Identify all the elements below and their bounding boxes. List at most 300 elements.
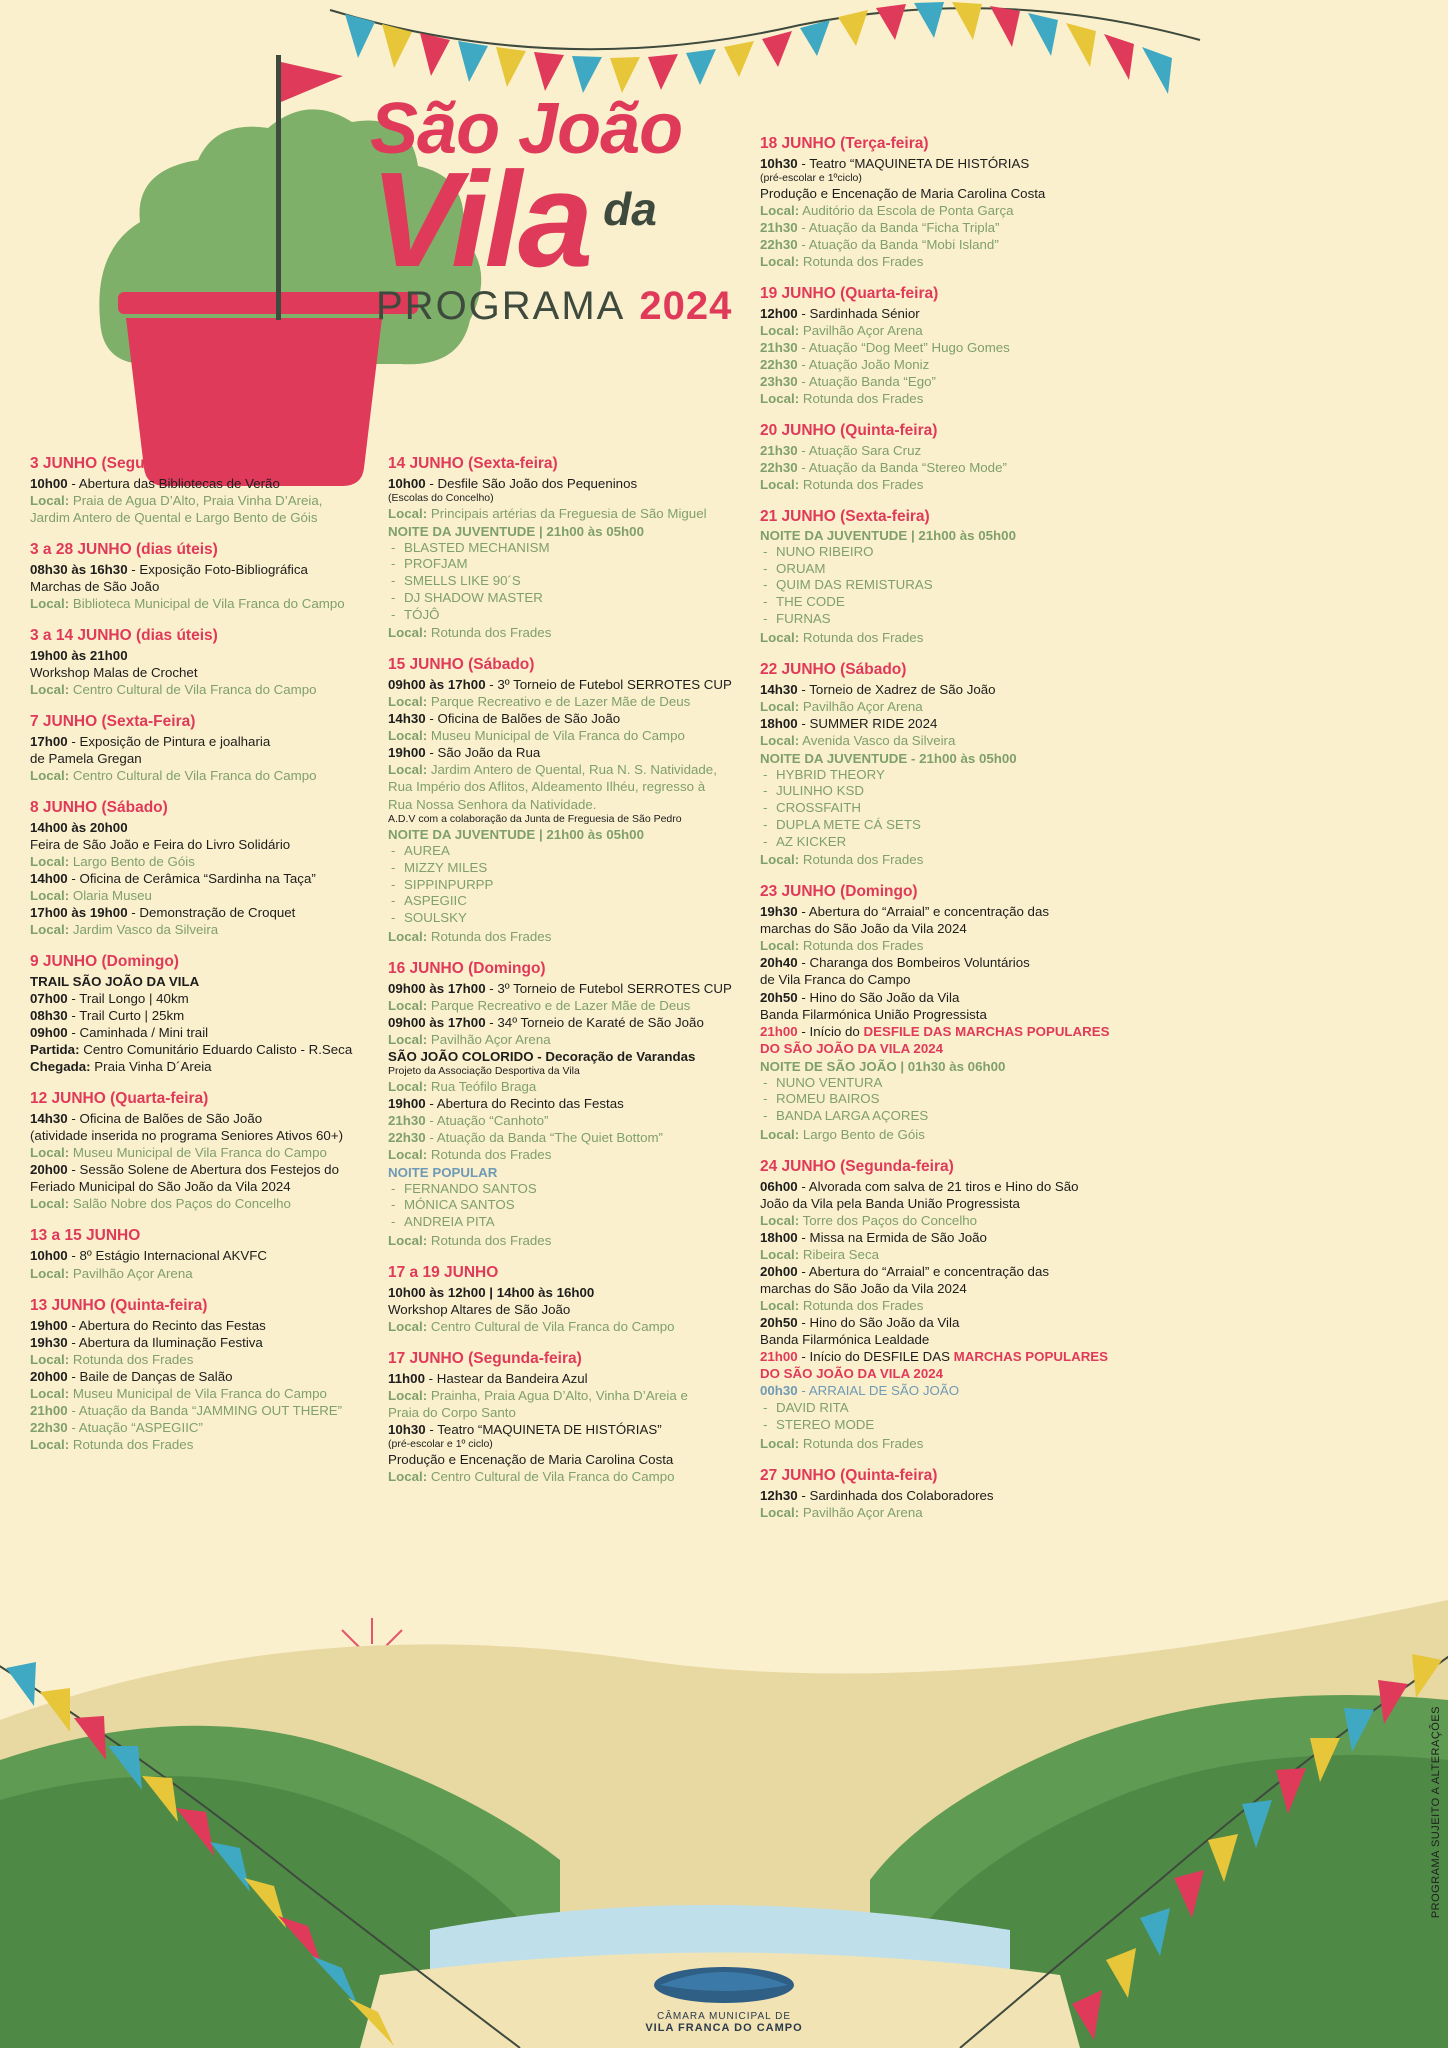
- location-text: Rotunda dos Frades: [799, 476, 924, 492]
- location-text: Rotunda dos Frades: [427, 625, 552, 641]
- entry-text: - Atuação da Banda “Stereo Mode”: [797, 459, 1007, 475]
- entry-location: [30, 767, 370, 784]
- entry-text: - Trail Curto | 25km: [67, 1008, 185, 1024]
- entry-text-line: de Vila Franca do Campo: [760, 972, 911, 988]
- location-text: Pavilhão Açor Arena: [799, 698, 923, 714]
- municipality-logo: [0, 2011, 1448, 2034]
- entry-text: - Demonstração de Croquet: [127, 905, 296, 921]
- entry-time: 20h50: [760, 989, 798, 1005]
- entry-date: 18 JUNHO (Terça-feira): [760, 135, 929, 152]
- program-entry: [388, 656, 738, 944]
- entry-line-highlight: [760, 1023, 1130, 1040]
- entry-night-header: NOITE DA JUVENTUDE | 21h00 às 05h00: [760, 527, 1016, 543]
- entry-text: - Início do: [797, 1023, 864, 1039]
- entry-location: [388, 727, 738, 744]
- entry-location: [30, 921, 370, 938]
- act-item: - CROSSFAITH: [760, 800, 1130, 817]
- entry-text: - 3º Torneio de Futebol SERROTES CUP: [485, 980, 732, 996]
- location-label: Local:: [760, 1504, 800, 1520]
- entry-line-highlight: [760, 1348, 1130, 1365]
- entry-line: [760, 1487, 1130, 1504]
- entry-text: - Atuação “Canhoto”: [425, 1112, 549, 1128]
- entry-time: 08h30 às 16h30: [30, 562, 128, 578]
- location-text: Museu Municipal de Vila Franca do Campo: [69, 1145, 327, 1161]
- location-text: Rotunda dos Frades: [799, 253, 924, 269]
- entry-line: [760, 236, 1130, 253]
- entry-date: 9 JUNHO (Domingo): [30, 953, 179, 971]
- act-item: - NUNO VENTURA: [760, 1075, 1130, 1092]
- entry-line: [30, 1007, 370, 1024]
- act-item: - NUNO RIBEIRO: [760, 544, 1130, 561]
- entry-text: - Teatro “MAQUINETA DE HISTÓRIAS: [797, 156, 1030, 171]
- entry-text: - Atuação João Moniz: [797, 356, 930, 372]
- location-text: Principais artérias da Freguesia de São Miguel: [427, 505, 707, 521]
- entry-text: - Oficina de Cerâmica “Sardinha na Taça”: [67, 871, 316, 887]
- entry-line: [388, 980, 738, 997]
- entry-text: - Sardinhada dos Colaboradores: [797, 1487, 994, 1503]
- entry-location: [760, 476, 1130, 493]
- location-text: Torre dos Paços do Concelho: [799, 1212, 978, 1228]
- act-item: - AZ KICKER: [760, 834, 1130, 851]
- entry-time: 21h30: [760, 219, 798, 235]
- location-label: Local:: [30, 1385, 70, 1401]
- entry-location: [388, 1468, 738, 1485]
- entry-text-line: de Pamela Gregan: [30, 751, 142, 767]
- entry-line: [30, 1024, 370, 1041]
- location-text: Centro Cultural de Vila Franca do Campo: [69, 768, 317, 784]
- entry-location: [760, 629, 1130, 646]
- entry-time: 12h30: [760, 1487, 798, 1503]
- entry-text-line: Marchas de São João: [30, 579, 160, 595]
- entry-text-line: Banda Filarmónica União Progressista: [760, 1006, 987, 1022]
- entry-location: [760, 1246, 1130, 1263]
- entry-text: - Oficina de Balões de São João: [425, 711, 621, 727]
- entry-line: [30, 990, 370, 1007]
- location-label: Local:: [760, 1246, 800, 1262]
- entry-line: [760, 903, 1130, 920]
- act-item: - SMELLS LIKE 90´S: [388, 573, 738, 590]
- location-label: Local:: [760, 1212, 800, 1228]
- program-entry: [30, 799, 370, 938]
- entry-time: 09h00 às 17h00: [388, 980, 486, 996]
- act-item: - AUREA: [388, 843, 738, 860]
- entry-line: [30, 870, 370, 887]
- entry-location: [760, 851, 1130, 868]
- location-text: Biblioteca Municipal de Vila Franca do Campo: [69, 596, 345, 612]
- entry-text: - Oficina de Balões de São João: [67, 1111, 263, 1127]
- entry-text: - Hino do São João da Vila: [797, 1314, 960, 1330]
- entry-time: 22h30: [30, 1419, 68, 1435]
- location-text: Pavilhão Açor Arena: [799, 1504, 923, 1520]
- entry-time: 23h30: [760, 373, 798, 389]
- location-label: Local:: [30, 888, 70, 904]
- entry-location: [760, 1126, 1130, 1143]
- entry-line: [760, 954, 1130, 971]
- entry-text: - Atuação da Banda “The Quiet Bottom”: [425, 1129, 663, 1145]
- entry-location: [760, 1212, 1130, 1229]
- location-label: Local:: [760, 732, 800, 748]
- location-label: Local:: [388, 1146, 428, 1162]
- program-entry: [30, 1090, 370, 1212]
- entry-text: - SUMMER RIDE 2024: [797, 715, 938, 731]
- entry-text: - Atuação Banda “Ego”: [797, 373, 936, 389]
- location-label: Local:: [388, 625, 428, 641]
- act-item: - PROFJAM: [388, 556, 738, 573]
- entry-note: Projeto da Associação Desportiva da Vila: [388, 1064, 580, 1077]
- act-item: - QUIM DAS REMISTURAS: [760, 577, 1130, 594]
- location-label: Local:: [388, 1031, 428, 1047]
- location-label: Local:: [760, 253, 800, 269]
- entry-location: [388, 1232, 738, 1249]
- location-label: Local:: [388, 694, 428, 710]
- entry-text: - Desfile São João dos Pequeninos: [425, 476, 638, 491]
- entry-location: [760, 1297, 1130, 1314]
- entry-act-list: [388, 1181, 738, 1231]
- entry-act-list: [760, 544, 1130, 628]
- entry-text: Praia Vinha D´Areia: [90, 1059, 212, 1075]
- act-item: - BLASTED MECHANISM: [388, 540, 738, 557]
- entry-line: [30, 819, 370, 836]
- location-label: Local:: [388, 1387, 428, 1403]
- logo-line-2: VILA FRANCA DO CAMPO: [645, 2022, 803, 2034]
- entry-location: [388, 1318, 738, 1335]
- entry-time: Chegada:: [30, 1059, 91, 1075]
- entry-line: [30, 1041, 370, 1058]
- location-text: Rua Teófilo Braga: [427, 1078, 537, 1094]
- program-column-2: [388, 455, 738, 1500]
- entry-time: 19h00 às 21h00: [30, 648, 128, 664]
- entry-time: 20h00: [760, 1263, 798, 1279]
- entry-location: [388, 624, 738, 641]
- act-item: - DUPLA METE CÁ SETS: [760, 817, 1130, 834]
- entry-night-header: NOITE DA JUVENTUDE - 21h00 às 05h00: [760, 750, 1017, 766]
- entry-line: [30, 1402, 370, 1419]
- entry-time: 21h30: [760, 339, 798, 355]
- program-entry: [388, 455, 738, 641]
- program-entry: [30, 627, 370, 698]
- entry-line: [760, 1314, 1130, 1331]
- entry-time: 18h00: [760, 715, 798, 731]
- location-text: Rotunda dos Frades: [799, 390, 924, 406]
- location-label: Local:: [388, 728, 428, 744]
- entry-date: 20 JUNHO (Quinta-feira): [760, 421, 938, 439]
- entry-time: 14h30: [388, 711, 426, 727]
- location-label: Local:: [388, 505, 428, 521]
- location-text: Auditório da Escola de Ponta Garça: [799, 202, 1014, 218]
- entry-line: [760, 1229, 1130, 1246]
- entry-time: 10h30: [388, 1421, 426, 1437]
- location-label: Local:: [760, 1435, 800, 1451]
- entry-text: - 8º Estágio Internacional AKVFC: [67, 1248, 267, 1264]
- act-item: - BANDA LARGA AÇORES: [760, 1108, 1130, 1125]
- entry-text-line: marchas do São João da Vila 2024: [760, 1280, 967, 1296]
- entry-line: [30, 904, 370, 921]
- entry-text: Centro Comunitário Eduardo Calisto - R.Seca: [79, 1042, 353, 1058]
- entry-text-line: (atividade inserida no programa Seniores Ativos 60+): [30, 1128, 344, 1144]
- entry-line: [30, 1368, 370, 1385]
- location-text: Rotunda dos Frades: [799, 1297, 924, 1313]
- program-entry: [760, 1467, 1130, 1521]
- entry-line: [388, 1284, 738, 1301]
- entry-location: [760, 698, 1130, 715]
- entry-date: 7 JUNHO (Sexta-Feira): [30, 713, 196, 731]
- entry-time: 22h30: [388, 1129, 426, 1145]
- entry-line: [30, 1317, 370, 1334]
- entry-time: 19h30: [760, 904, 798, 920]
- entry-text: - Abertura do “Arraial” e concentração das: [797, 904, 1049, 920]
- program-column-1: [30, 455, 370, 1468]
- title-vila: Vila: [370, 144, 590, 296]
- location-label: Local:: [760, 1297, 800, 1313]
- entry-date: 13 a 15 JUNHO: [30, 1227, 141, 1245]
- entry-time: 06h00: [760, 1178, 798, 1194]
- location-text: Pavilhão Açor Arena: [799, 322, 923, 338]
- act-item: - MÓNICA SANTOS: [388, 1197, 738, 1214]
- entry-line: [760, 1178, 1130, 1195]
- location-label: Local:: [30, 1145, 70, 1161]
- location-text: Pavilhão Açor Arena: [69, 1265, 193, 1281]
- act-item: - SIPPINPURPP: [388, 877, 738, 894]
- entry-line: [760, 305, 1130, 322]
- entry-date: 3 a 14 JUNHO (dias úteis): [30, 627, 218, 645]
- act-item: - THE CODE: [760, 594, 1130, 611]
- location-text: Ribeira Seca: [799, 1246, 879, 1262]
- act-item: - DJ SHADOW MASTER: [388, 590, 738, 607]
- act-item: - FERNANDO SANTOS: [388, 1181, 738, 1198]
- entry-line: [760, 373, 1130, 390]
- entry-time: 20h00: [30, 1368, 68, 1384]
- entry-text: - Missa na Ermida de São João: [797, 1229, 987, 1245]
- program-entry: [760, 661, 1130, 869]
- entry-time: 21h00: [760, 1348, 798, 1364]
- entry-note: (pré-escolar e 1º ciclo): [388, 1438, 493, 1450]
- location-text: Largo Bento de Góis: [69, 854, 195, 870]
- entry-text: - Atuação da Banda “JAMMING OUT THERE”: [67, 1402, 343, 1418]
- entry-subtitle: TRAIL SÃO JOÃO DA VILA: [30, 974, 200, 990]
- entry-text: - Abertura das Bibliotecas de Verão: [67, 476, 280, 491]
- act-item: - ANDREIA PITA: [388, 1214, 738, 1231]
- entry-date: 21 JUNHO (Sexta-feira): [760, 507, 930, 525]
- location-text: Rotunda dos Frades: [69, 1436, 194, 1452]
- location-text: Parque Recreativo e de Lazer Mãe de Deus: [427, 997, 691, 1013]
- entry-time: 10h00: [30, 476, 68, 491]
- location-text: Museu Municipal de Vila Franca do Campo: [427, 728, 685, 744]
- entry-time: 21h30: [760, 442, 798, 458]
- entry-act-list: [388, 843, 738, 927]
- location-label: Local:: [30, 1351, 70, 1367]
- entry-highlight-line: DO SÃO JOÃO DA VILA 2024: [760, 1366, 944, 1381]
- location-text: Salão Nobre dos Paços do Concelho: [69, 1196, 291, 1212]
- entry-line: [388, 475, 738, 492]
- program-entry: [760, 1158, 1130, 1452]
- act-item: - ORUAM: [760, 561, 1130, 578]
- entry-line: [760, 681, 1130, 698]
- entry-text: - São João da Rua: [425, 745, 541, 761]
- entry-location: [760, 1504, 1130, 1521]
- entry-date: 12 JUNHO (Quarta-feira): [30, 1090, 209, 1108]
- entry-text-line: Workshop Altares de São João: [388, 1301, 571, 1317]
- program-entry: [760, 422, 1130, 493]
- title-sao-joao: São João: [370, 89, 683, 169]
- entry-location: [388, 1031, 738, 1048]
- entry-text: - Exposição Foto-Bibliográfica: [127, 562, 308, 578]
- entry-text: - ARRAIAL DE SÃO JOÃO: [797, 1383, 960, 1399]
- location-label: Local:: [760, 852, 800, 868]
- program-entry: [388, 1350, 738, 1485]
- entry-text: - Abertura do Recinto das Festas: [425, 1095, 624, 1111]
- logo-line-1: CÂMARA MUNICIPAL DE: [656, 2011, 792, 2022]
- entry-time: 19h30: [30, 1334, 68, 1350]
- entry-location: [30, 887, 370, 904]
- entry-text: - Abertura do Recinto das Festas: [67, 1317, 266, 1333]
- act-item: - ASPEGIIC: [388, 893, 738, 910]
- entry-line: [760, 989, 1130, 1006]
- entry-location: [760, 732, 1130, 749]
- entry-text: - Hino do São João da Vila: [797, 989, 960, 1005]
- entry-text: - Exposição de Pintura e joalharia: [67, 734, 271, 750]
- entry-location: [30, 681, 370, 698]
- act-item: - MIZZY MILES: [388, 860, 738, 877]
- program-columns: [0, 135, 1448, 1745]
- location-label: Local:: [760, 322, 800, 338]
- entry-text-line: Produção e Encenação de Maria Carolina Costa: [760, 185, 1046, 201]
- entry-text-line: Feriado Municipal do São João da Vila 2024: [30, 1179, 291, 1195]
- entry-line: [388, 1370, 738, 1387]
- entry-time: 19h00: [388, 1095, 426, 1111]
- entry-time: 07h00: [30, 991, 68, 1007]
- entry-text: - Atuação da Banda “Mobi Island”: [797, 236, 999, 252]
- entry-location: [30, 492, 370, 509]
- entry-text-line: marchas do São João da Vila 2024: [760, 921, 967, 937]
- entry-subtitle: SÃO JOÃO COLORIDO - Decoração de Varandas: [388, 1048, 696, 1064]
- program-entry: [388, 1264, 738, 1335]
- entry-line: [760, 356, 1130, 373]
- entry-note: A.D.V com a colaboração da Junta de Freguesia de São Pedro: [388, 812, 682, 825]
- location-label: Local:: [30, 1436, 70, 1452]
- entry-line: [388, 710, 738, 727]
- program-entry: [30, 1297, 370, 1453]
- entry-location-continued: Jardim Antero de Quental e Largo Bento de Góis: [30, 510, 318, 526]
- entry-text: - Sessão Solene de Abertura dos Festejos do: [67, 1162, 339, 1178]
- entry-time: 21h00: [760, 1023, 798, 1039]
- location-text: Avenida Vasco da Silveira: [799, 732, 956, 748]
- entry-date: 17 a 19 JUNHO: [388, 1263, 499, 1281]
- entry-time: 14h00 às 20h00: [30, 820, 128, 836]
- location-label: Local:: [30, 768, 70, 784]
- entry-line: [388, 1014, 738, 1031]
- entry-location: [388, 761, 738, 778]
- location-text: Centro Cultural de Vila Franca do Campo: [427, 1318, 675, 1334]
- location-label: Local:: [760, 1126, 800, 1142]
- act-item: - TÓJÔ: [388, 607, 738, 624]
- entry-time: Partida:: [30, 1042, 80, 1058]
- entry-line: [388, 1095, 738, 1112]
- entry-location: [388, 997, 738, 1014]
- location-text: Parque Recreativo e de Lazer Mãe de Deus: [427, 694, 691, 710]
- location-text: Pavilhão Açor Arena: [427, 1031, 551, 1047]
- location-text: Rotunda dos Frades: [799, 938, 924, 954]
- entry-text: - Atuação da Banda “Ficha Tripla”: [797, 219, 1000, 235]
- entry-location-continued: Rua Nossa Senhora da Natividade.: [388, 796, 597, 812]
- program-column-3: [760, 135, 1130, 1536]
- program-entry: [30, 1227, 370, 1281]
- entry-time: 00h30: [760, 1383, 798, 1399]
- entry-line: [30, 1334, 370, 1351]
- title-da: da: [603, 183, 657, 236]
- entry-time: 14h00: [30, 871, 68, 887]
- entry-text: - Caminhada / Mini trail: [67, 1025, 209, 1041]
- location-text: Olaria Museu: [69, 888, 152, 904]
- entry-time: 11h00: [388, 1370, 425, 1386]
- entry-text: - Baile de Danças de Salão: [67, 1368, 233, 1384]
- entry-time: 19h00: [30, 1317, 68, 1333]
- entry-date: 3 JUNHO (Segunda-feira): [30, 455, 216, 472]
- entry-line: [760, 442, 1130, 459]
- entry-line: [30, 1247, 370, 1264]
- entry-time: 20h40: [760, 955, 798, 971]
- entry-date: 13 JUNHO (Quinta-feira): [30, 1296, 208, 1314]
- entry-location: [30, 1144, 370, 1161]
- act-item: - FURNAS: [760, 611, 1130, 628]
- entry-date: 19 JUNHO (Quarta-feira): [760, 284, 939, 302]
- entry-text: - Abertura do “Arraial” e concentração das: [797, 1263, 1049, 1279]
- entry-time: 12h00: [760, 305, 798, 321]
- program-entry: [30, 455, 370, 526]
- title-programa: PROGRAMA: [376, 284, 626, 329]
- location-label: Local:: [760, 390, 800, 406]
- entry-line: [760, 155, 1130, 172]
- entry-night-header: NOITE DA JUVENTUDE | 21h00 às 05h00: [388, 523, 644, 539]
- location-label: Local:: [30, 922, 70, 938]
- entry-text: - Hastear da Bandeira Azul: [424, 1370, 588, 1386]
- program-entry: [760, 285, 1130, 407]
- program-entry: [760, 883, 1130, 1142]
- entry-text: - Atuação Sara Cruz: [797, 442, 922, 458]
- entry-location: [760, 202, 1130, 219]
- entry-text: - Torneio de Xadrez de São João: [797, 681, 996, 697]
- entry-line: [760, 715, 1130, 732]
- location-label: Local:: [30, 682, 70, 698]
- location-text: Rotunda dos Frades: [799, 852, 924, 868]
- location-text: Prainha, Praia Agua D’Alto, Vinha D’Areia e: [427, 1387, 688, 1403]
- entry-text: - Alvorada com salva de 21 tiros e Hino do São: [797, 1178, 1079, 1194]
- location-label: Local:: [388, 762, 428, 778]
- entry-line: [30, 733, 370, 750]
- act-item: - JULINHO KSD: [760, 783, 1130, 800]
- entry-location: [760, 253, 1130, 270]
- entry-time: 09h00: [30, 1025, 68, 1041]
- location-label: Local:: [30, 854, 70, 870]
- entry-time: 14h30: [760, 681, 798, 697]
- entry-line: [30, 1110, 370, 1127]
- entry-time: 20h50: [760, 1314, 798, 1330]
- entry-date: 3 a 28 JUNHO (dias úteis): [30, 541, 218, 559]
- location-label: Local:: [388, 928, 428, 944]
- entry-time: 08h30: [30, 1008, 68, 1024]
- entry-time: 10h30: [760, 156, 798, 171]
- program-entry: [760, 135, 1130, 270]
- entry-date: 8 JUNHO (Sábado): [30, 799, 168, 817]
- entry-highlight-line: DO SÃO JOÃO DA VILA 2024: [760, 1040, 944, 1056]
- entry-act-list: [760, 767, 1130, 851]
- entry-location-continued: Rua Império dos Aflitos, Aldeamento Ilhéu, regresso à: [388, 779, 706, 795]
- entry-date: 14 JUNHO (Sexta-feira): [388, 455, 558, 472]
- entry-location: [30, 1436, 370, 1453]
- program-entry: [760, 508, 1130, 646]
- entry-night-header: NOITE DA JUVENTUDE | 21h00 às 05h00: [388, 827, 644, 843]
- entry-date: 17 JUNHO (Segunda-feira): [388, 1349, 582, 1367]
- entry-location: [30, 595, 370, 612]
